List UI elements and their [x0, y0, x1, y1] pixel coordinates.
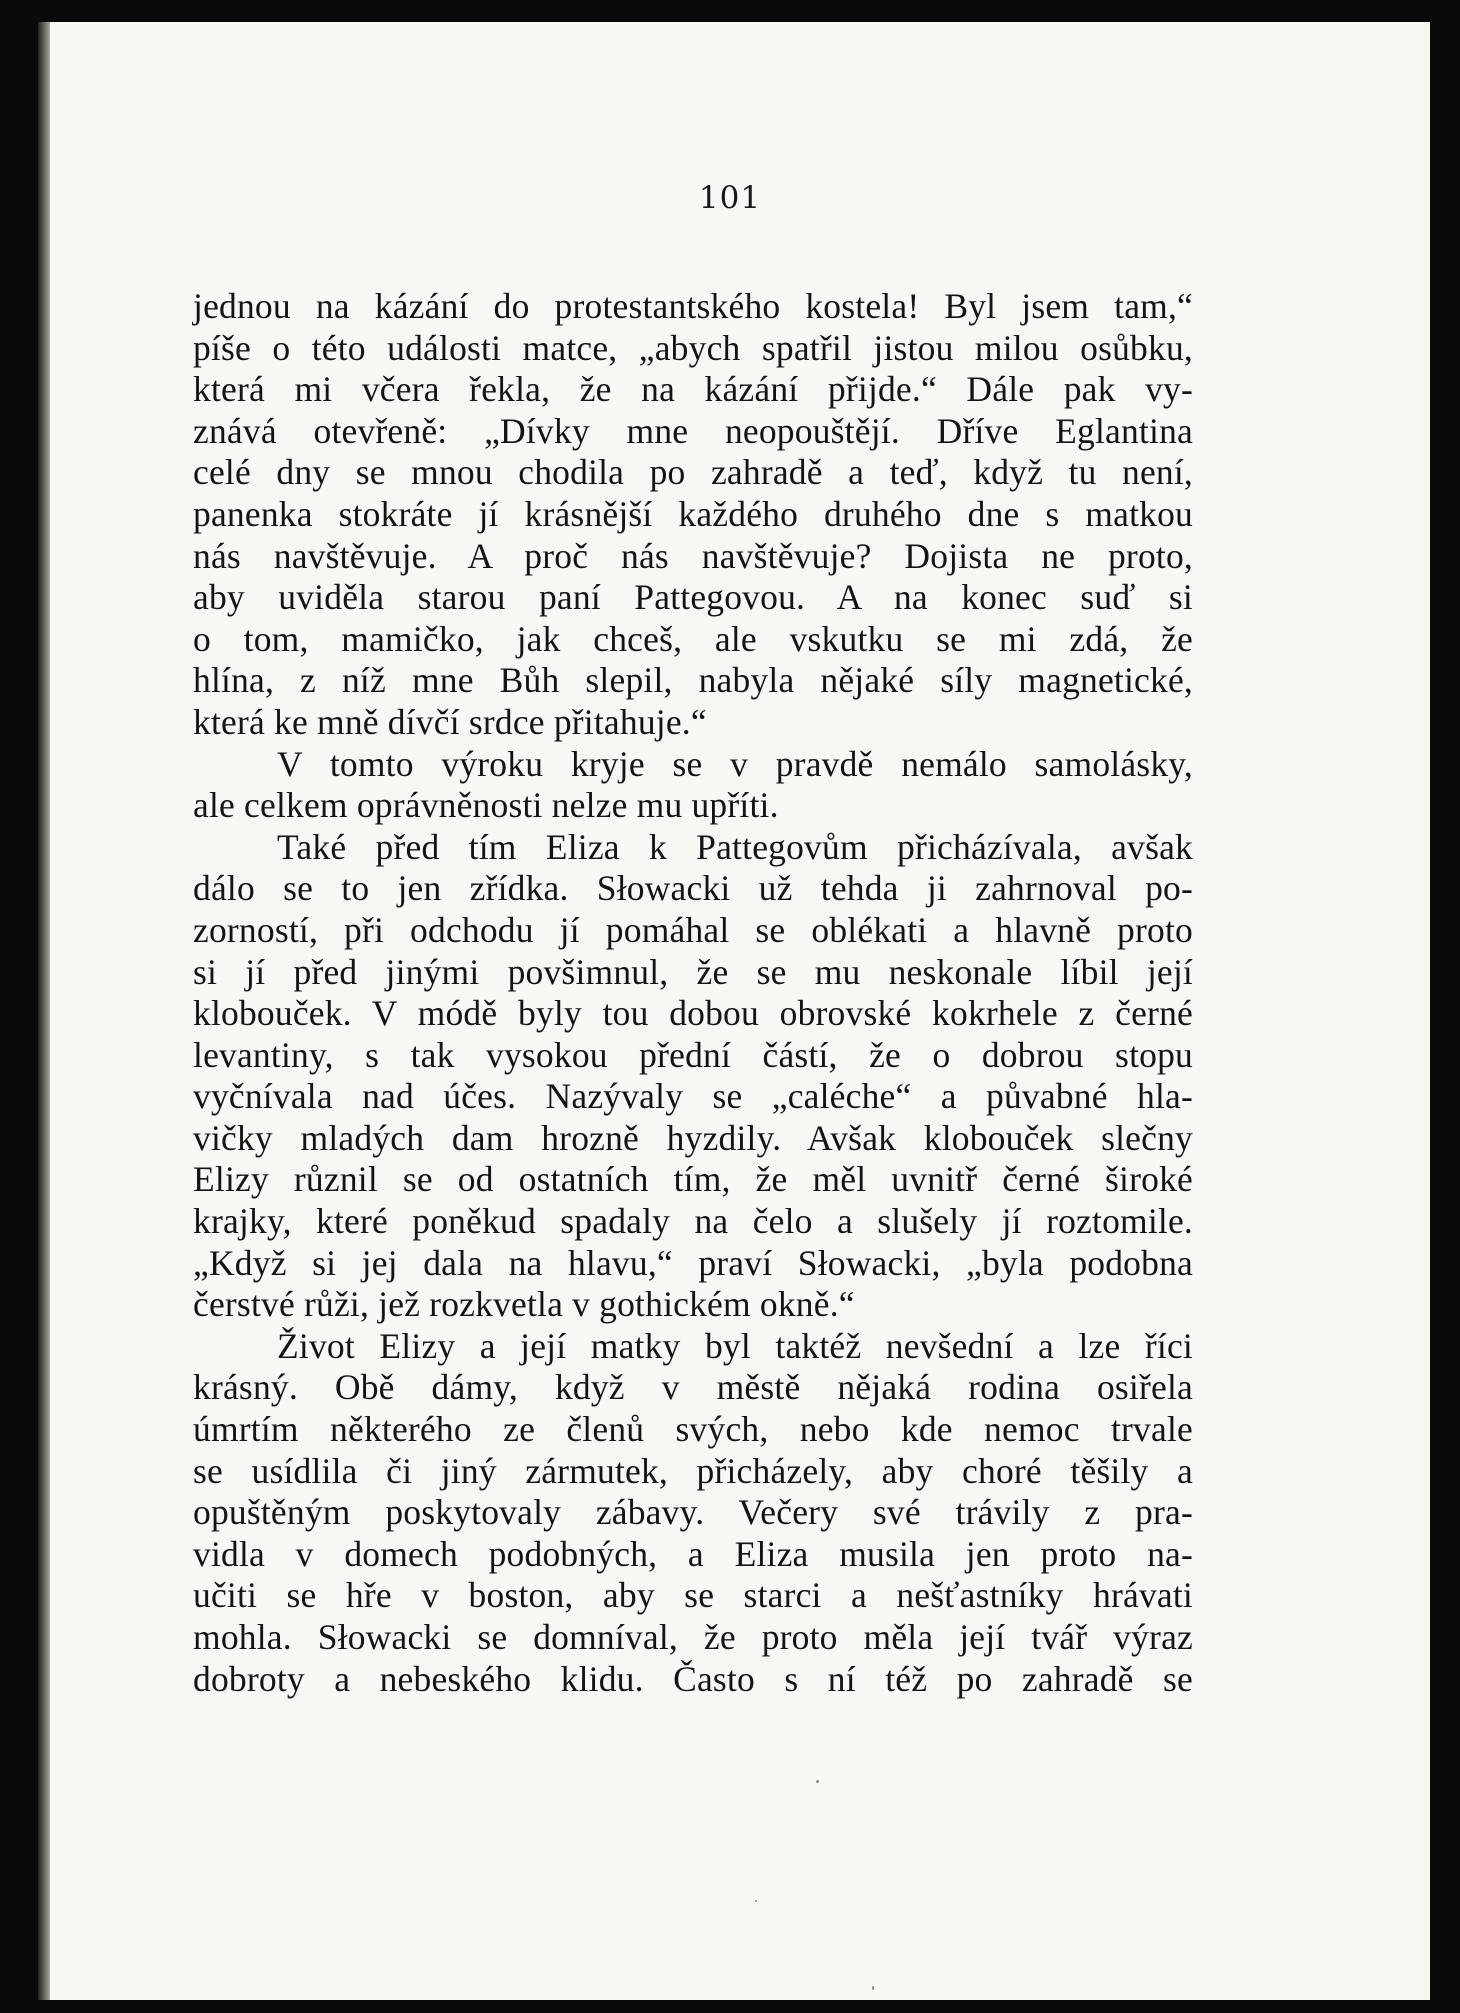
text-line: V tomto výroku kryje se v pravdě nemálo samolásky,	[277, 743, 1193, 784]
text-line: opuštěným poskytovaly zábavy. Večery své trávily z pra-	[193, 1492, 1193, 1533]
text-line: panenka stokráte jí krásnější každého druhého dne s matkou	[193, 493, 1193, 534]
text-line: Elizy různil se od ostatních tím, že měl uvnitř černé široké	[193, 1159, 1193, 1200]
text-line: klobouček. V módě byly tou dobou obrovské kokrhele z černé	[193, 993, 1193, 1034]
text-line: si jí před jinými povšimnul, že se mu neskonale líbil její	[193, 951, 1193, 992]
text-line: znává otevřeně: „Dívky mne neopouštějí. Dříve Eglantina	[193, 410, 1193, 451]
text-line: dálo se to jen zřídka. Słowacki už tehda ji zahrnoval po-	[193, 868, 1193, 909]
text-line: jednou na kázání do protestantského kostela! Byl jsem tam,“	[193, 286, 1193, 326]
speck	[755, 1900, 757, 1902]
text-line: celé dny se mnou chodila po zahradě a teď, když tu není,	[193, 452, 1193, 493]
text-line: nás navštěvuje. A proč nás navštěvuje? Dojista ne proto,	[193, 535, 1193, 576]
text-line: píše o této události matce, „abych spatřil jistou milou osůbku,	[193, 327, 1193, 368]
text-line: zorností, při odchodu jí pomáhal se oblékati a hlavně proto	[193, 909, 1193, 950]
text-line: dobroty a nebeského klidu. Často s ní též po zahradě se	[193, 1658, 1193, 1699]
text-line: ale celkem oprávněnosti nelze mu upříti.	[193, 785, 779, 826]
text-line: hlína, z níž mne Bůh slepil, nabyla nějaké síly magnetické,	[193, 660, 1193, 701]
text-line: Také před tím Eliza k Pattegovům přicházívala, avšak	[277, 826, 1193, 867]
speck	[872, 1986, 874, 1990]
speck	[816, 1780, 819, 1783]
page-number: 101	[698, 180, 762, 216]
text-line: se usídlila či jiný zármutek, přicházely, aby choré těšily a	[193, 1450, 1193, 1491]
page-text	[193, 286, 1193, 1700]
text-line: Život Elizy a její matky byl taktéž nevšední a lze říci	[277, 1325, 1193, 1366]
text-line: úmrtím některého ze členů svých, nebo kde nemoc trvale	[193, 1409, 1193, 1450]
text-line: „Když si jej dala na hlavu,“ praví Słowacki, „byla podobna	[193, 1242, 1193, 1283]
text-line: která mi včera řekla, že na kázání přijde.“ Dále pak vy-	[193, 369, 1193, 410]
text-line: levantiny, s tak vysokou přední částí, že o dobrou stopu	[193, 1034, 1193, 1075]
text-line: vyčnívala nad účes. Nazývaly se „caléche“ a půvabné hla-	[193, 1076, 1193, 1117]
text-line: krásný. Obě dámy, když v městě nějaká rodina osiřela	[193, 1367, 1193, 1408]
text-line: krajky, které poněkud spadaly na čelo a slušely jí roztomile.	[193, 1201, 1193, 1242]
text-line: učiti se hře v boston, aby se starci a nešťastníky hrávati	[193, 1575, 1193, 1616]
text-line: aby uviděla starou paní Pattegovou. A na konec suď si	[193, 577, 1193, 618]
text-line: která ke mně dívčí srdce přitahuje.“	[193, 701, 707, 742]
text-line: vičky mladých dam hrozně hyzdily. Avšak klobouček slečny	[193, 1117, 1193, 1158]
text-line: mohla. Słowacki se domníval, že proto měla její tvář výraz	[193, 1617, 1193, 1657]
text-line: o tom, mamičko, jak chceš, ale vskutku se mi zdá, že	[193, 618, 1193, 659]
text-line: vidla v domech podobných, a Eliza musila jen proto na-	[193, 1533, 1193, 1574]
text-line: čerstvé růži, jež rozkvetla v gothickém okně.“	[193, 1284, 855, 1325]
scan-border	[1430, 0, 1460, 2013]
